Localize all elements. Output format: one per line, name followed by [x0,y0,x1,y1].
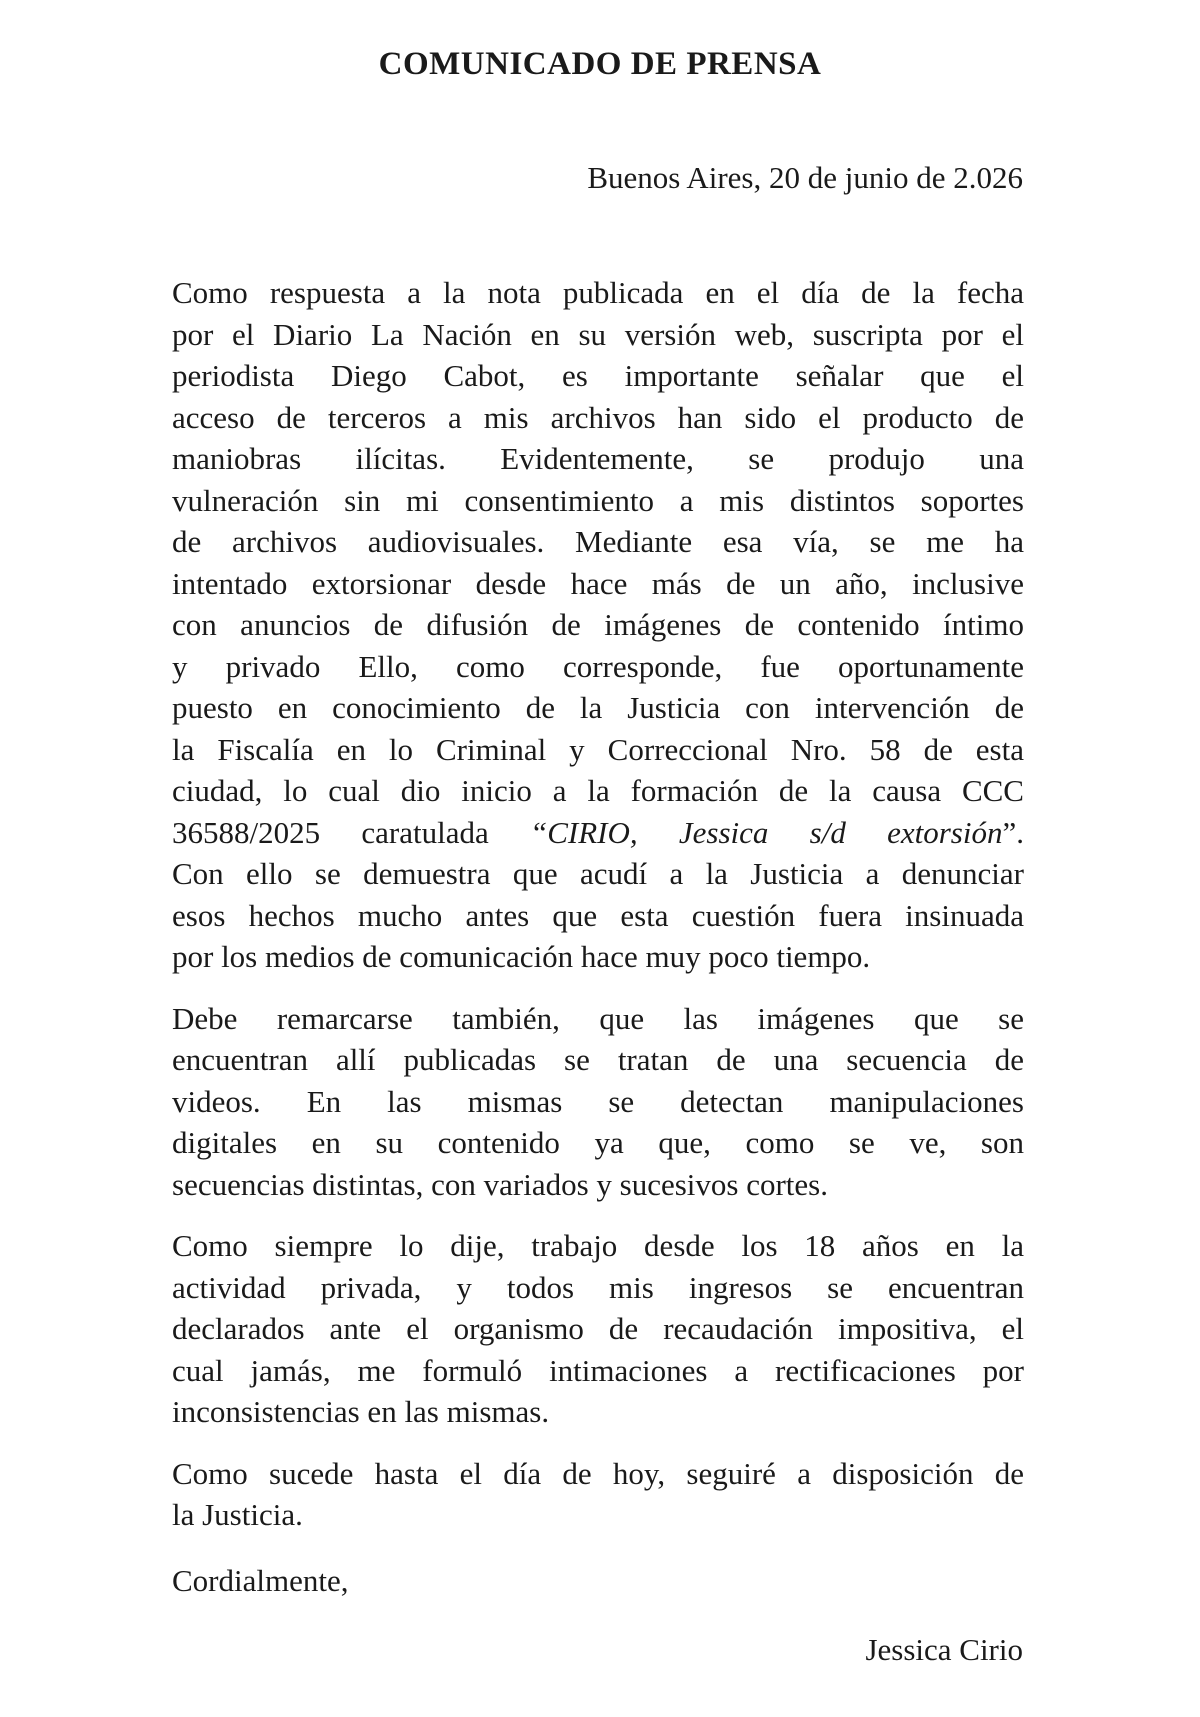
text-line: de archivos audiovisuales. Mediante esa vía, se me ha [172,524,1024,559]
closing-salutation: Cordialmente, [172,1563,349,1598]
text-line: periodista Diego Cabot, es importante señalar que el [172,358,1024,393]
text-line: Como respuesta a la nota publicada en el día de la fecha [172,275,1024,310]
text-line: inconsistencias en las mismas. [172,1394,550,1429]
text-line: por el Diario La Nación en su versión web, suscripta por el [172,316,1024,352]
text-line: digitales en su contenido ya que, como se ve, son [172,1125,1024,1160]
text-line: encuentran allí publicadas se tratan de una secuencia de [172,1042,1024,1077]
case-title-end: ”. [1002,814,1024,850]
text-line: secuencias distintas, con variados y sucesivos cortes. [172,1166,828,1202]
text-line: ciudad, lo cual dio inicio a la formación de la causa CCC [172,773,1024,808]
text-line: actividad privada, y todos mis ingresos se encuentran [172,1269,1024,1305]
text-line: Con ello se demuestra que acudí a la Justicia a denunciar [172,856,1024,891]
text-line: intentado extorsionar desde hace más de un año, inclusive [172,565,1024,601]
text-line: la Fiscalía en lo Criminal y Correccional Nro. 58 de esta [172,731,1024,767]
case-title: “CIRIO, Jessica s/d extorsión [529,814,1003,850]
document-body [172,272,1024,1556]
text-line: Como siempre lo dije, trabajo desde los 18 años en la [172,1228,1024,1263]
text-line: puesto en conocimiento de la Justicia con intervención de [172,690,1024,725]
text-line-case [172,812,1024,854]
signature-name: Jessica Cirio [865,1632,1023,1667]
text-line: cual jamás, me formuló intimaciones a rectificaciones por [172,1352,1024,1388]
case-number-text: 36588/2025 caratulada [172,814,489,850]
document-title: COMUNICADO DE PRENSA [378,46,822,82]
paragraph-justice [172,1453,1024,1536]
dateline: Buenos Aires, 20 de junio de 2.026 [587,160,1023,195]
paragraph-images [172,998,1024,1206]
text-line: maniobras ilícitas. Evidentemente, se produjo una [172,441,1024,476]
text-line: esos hechos mucho antes que esta cuestión fuera insinuada [172,897,1024,933]
text-line: por los medios de comunicación hace muy poco tiempo. [172,939,871,974]
paragraph-income [172,1225,1024,1433]
text-line: y privado Ello, como corresponde, fue oportunamente [172,648,1024,684]
text-line: acceso de terceros a mis archivos han sido el producto de [172,399,1024,435]
text-line: con anuncios de difusión de imágenes de contenido íntimo [172,607,1024,642]
paragraph-response [172,272,1024,978]
text-line: Debe remarcarse también, que las imágenes que se [172,1000,1024,1036]
text-line: videos. En las mismas se detectan manipulaciones [172,1083,1024,1119]
text-line: la Justicia. [172,1497,303,1532]
text-line: Como sucede hasta el día de hoy, seguiré a disposición de [172,1455,1024,1491]
text-line: vulneración sin mi consentimiento a mis distintos soportes [172,482,1024,518]
text-line: declarados ante el organismo de recaudación impositiva, el [172,1311,1024,1346]
